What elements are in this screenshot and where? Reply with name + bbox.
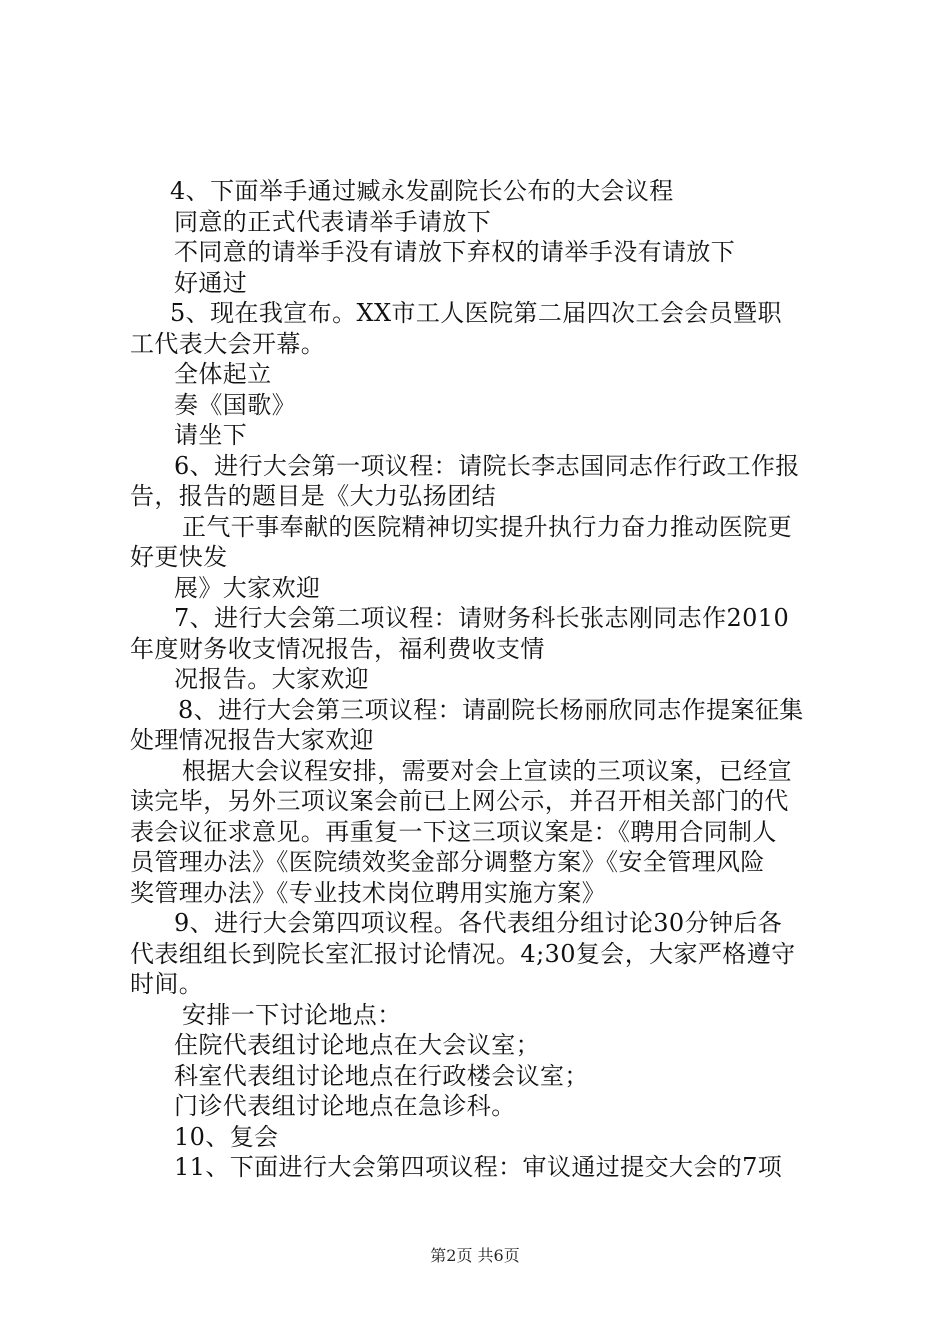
paragraph-line: 6、进行大会第一项议程：请院长李志国同志作行政工作报 (174, 451, 800, 480)
paragraph-line: 根据大会议程安排，需要对会上宣读的三项议案，已经宣 (182, 756, 792, 785)
paragraph-line: 请坐下 (174, 421, 248, 449)
page-footer (0, 1243, 950, 1266)
paragraph-line: 同意的正式代表请举手请放下 (174, 207, 492, 236)
paragraph-line: 读完毕，另外三项议案会前已上网公示，并召开相关部门的代 (130, 787, 789, 815)
paragraph-line: 9、进行大会第四项议程。各代表组分组讨论30分钟后各 (174, 909, 783, 937)
paragraph-line: 4、下面举手通过臧永发副院长公布的大会议程 (170, 177, 674, 205)
paragraph-line: 好更快发 (130, 543, 228, 571)
paragraph-line: 住院代表组讨论地点在大会议室； (174, 1031, 540, 1059)
paragraph-line: 不同意的请举手没有请放下弃权的请举手没有请放下 (174, 238, 736, 266)
document-body (130, 176, 840, 1183)
paragraph-line: 全体起立 (174, 360, 272, 388)
paragraph-line: 工代表大会开幕。 (130, 329, 326, 358)
paragraph-line: 7、进行大会第二项议程：请财务科长张志刚同志作2010 (174, 604, 790, 632)
paragraph-line: 安排一下讨论地点： (182, 1000, 402, 1029)
paragraph-line: 展》大家欢迎 (174, 573, 321, 602)
paragraph-line: 11、下面进行大会第四项议程：审议通过提交大会的7项 (174, 1153, 783, 1181)
paragraph-line: 奖管理办法》《专业技术岗位聘用实施方案》 (130, 878, 606, 907)
paragraph-line: 5、现在我宣布。XX市工人医院第二届四次工会会员暨职 (170, 299, 782, 327)
paragraph-line: 员管理办法》《医院绩效奖金部分调整方案》《安全管理风险 (130, 848, 765, 876)
paragraph-line: 正气干事奉献的医院精神切实提升执行力奋力推动医院更 (182, 512, 792, 541)
paragraph-line: 奏《国歌》 (174, 390, 296, 419)
paragraph-line: 代表组组长到院长室汇报讨论情况。4;30复会，大家严格遵守 (130, 939, 796, 968)
paragraph-line: 10、复会 (174, 1122, 279, 1151)
page-number-label: 第2页 共6页 (430, 1246, 520, 1265)
paragraph-line: 科室代表组讨论地点在行政楼会议室； (174, 1061, 589, 1090)
paragraph-line: 况报告。大家欢迎 (174, 665, 370, 693)
paragraph-line: 时间。 (130, 970, 204, 998)
paragraph-line: 8、进行大会第三项议程：请副院长杨丽欣同志作提案征集 (178, 695, 804, 724)
paragraph-line: 告，报告的题目是《大力弘扬团结 (130, 482, 496, 510)
paragraph-line: 表会议征求意见。再重复一下这三项议案是：《聘用合同制人 (130, 817, 777, 846)
paragraph-line: 处理情况报告大家欢迎 (130, 726, 374, 754)
paragraph-line: 好通过 (174, 268, 248, 297)
paragraph-line: 年度财务收支情况报告，福利费收支情 (130, 634, 545, 663)
paragraph-line: 门诊代表组讨论地点在急诊科。 (174, 1092, 516, 1120)
